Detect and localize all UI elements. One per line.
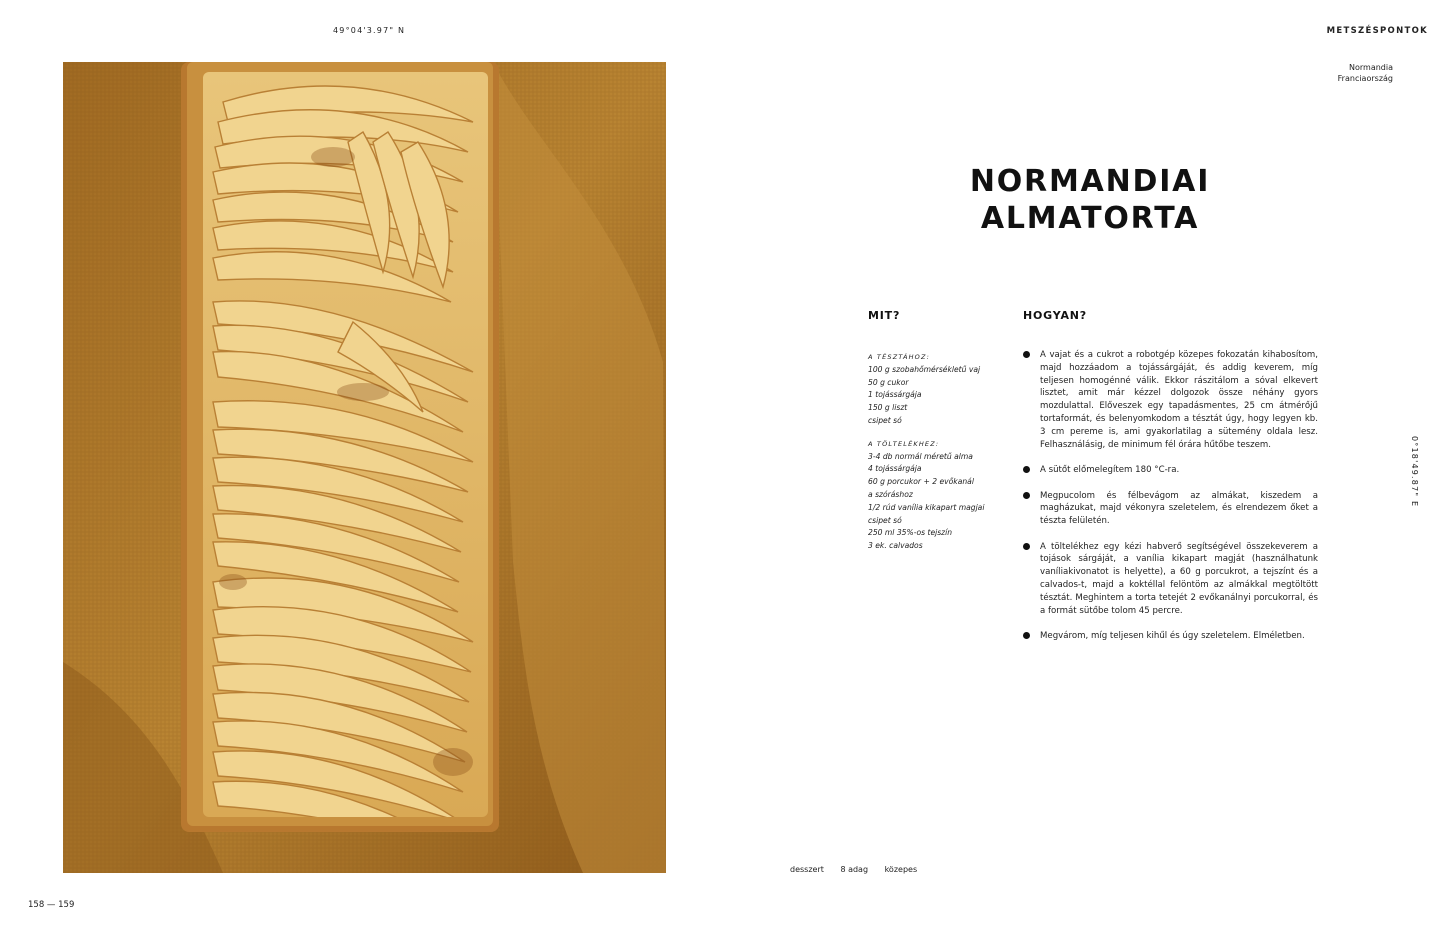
- tart-photo: [63, 62, 666, 873]
- ingredient-item: csipet só: [868, 415, 902, 425]
- method-heading: HOGYAN?: [1023, 309, 1087, 322]
- ingredient-item: 50 g cukor: [868, 377, 909, 387]
- recipe-title-line2: ALMATORTA: [980, 201, 1200, 236]
- method-step: [1022, 541, 1318, 618]
- ingredients-heading: MIT?: [868, 309, 901, 322]
- recipe-title: [880, 163, 1300, 237]
- ingredient-item: 60 g porcukor + 2 evőkanál: [868, 477, 974, 487]
- ingredient-item: 3-4 db normál méretű alma: [868, 451, 973, 461]
- meta-servings: 8 adag: [840, 865, 869, 874]
- ingredient-item: 1 tojássárgája: [868, 390, 922, 400]
- ingredient-item: 150 g liszt: [868, 403, 908, 413]
- page-numbers: 158 — 159: [28, 900, 75, 910]
- location-region: Normandia: [1349, 63, 1393, 72]
- recipe-title-line1: NORMANDIAI: [969, 164, 1211, 199]
- ingredient-item: 4 tojássárgája: [868, 464, 922, 474]
- method-step: [1022, 349, 1318, 451]
- meta-difficulty: közepes: [884, 865, 918, 874]
- method-step: [1022, 630, 1318, 643]
- ingredient-item: a szóráshoz: [868, 489, 913, 499]
- section-label: METSZÉSPONTOK: [1326, 26, 1428, 36]
- coordinate-longitude: 0°18'49.87" E: [1410, 436, 1419, 508]
- bullet-icon: [1023, 543, 1030, 550]
- ingredient-item: 100 g szobahőmérsékletű vaj: [868, 364, 981, 374]
- ingredient-item: 250 ml 35%-os tejszín: [868, 528, 953, 538]
- ingredient-group: [868, 438, 1008, 553]
- ingredient-group: [868, 351, 1008, 428]
- method-step-text: A töltelékhez egy kézi habverő segítségével összekeverem a tojások sárgáját, a vanília kikapart magját (használhatunk vaníliakivonatot is helyette), a 60 g porcukrot, a tejszínt és a calvados-t, majd a koktéllal felöntöm az almákkal megtöltött tésztát. Meghintem a torta tetejét 2 evőkanálnyi porcukorral, és a formát sütőbe tolom 45 percre.: [1040, 541, 1318, 616]
- method-step: [1022, 464, 1318, 477]
- recipe-meta: [790, 865, 931, 874]
- coordinate-latitude: 49°04'3.97" N: [333, 26, 406, 35]
- meta-category: desszert: [790, 865, 824, 874]
- ingredient-item: csipet só: [868, 515, 902, 525]
- ingredient-group-title: A TÖLTELÉKHEZ:: [868, 439, 940, 448]
- ingredient-item: 1/2 rúd vanília kikapart magjai: [868, 502, 985, 512]
- bullet-icon: [1023, 351, 1030, 358]
- method-steps: [1022, 349, 1318, 656]
- location: [1338, 62, 1393, 84]
- method-step-text: Megvárom, míg teljesen kihűl és úgy szeletelem. Elméletben.: [1040, 631, 1305, 642]
- ingredient-item: 3 ek. calvados: [868, 541, 923, 551]
- method-step: [1022, 490, 1318, 528]
- ingredient-group-title: A TÉSZTÁHOZ:: [868, 353, 931, 361]
- method-step-text: A vajat és a cukrot a robotgép közepes fokozatán kihabosítom, majd hozzáadom a tojássárgáját, és addig keverem, míg teljesen homogénné válik. Ekkor rászitálom a sóval elkevert lisztet, amit már kézzel dolgozok össze néhány gyors mozdulattal. Előveszek egy tapadásmentes, 25 cm átmérőjű tortaformát, és belenyomkodom a tésztát úgy, hogy legyen kb. 3 cm pereme is, ami gyakorlatilag a sütemény oldala lesz. Felhasználásig, de minimum fél órára hűtőbe teszem.: [1040, 350, 1318, 450]
- location-country: Franciaország: [1337, 74, 1393, 83]
- ingredients-list: [868, 351, 1008, 563]
- bullet-icon: [1023, 632, 1030, 639]
- bullet-icon: [1023, 466, 1030, 473]
- method-step-text: A sütőt előmelegítem 180 °C-ra.: [1040, 465, 1180, 476]
- bullet-icon: [1023, 492, 1030, 499]
- method-step-text: Megpucolom és félbevágom az almákat, kiszedem a magházukat, majd vékonyra szeletelem, és elrendezem őket a tészta felületén.: [1040, 490, 1318, 527]
